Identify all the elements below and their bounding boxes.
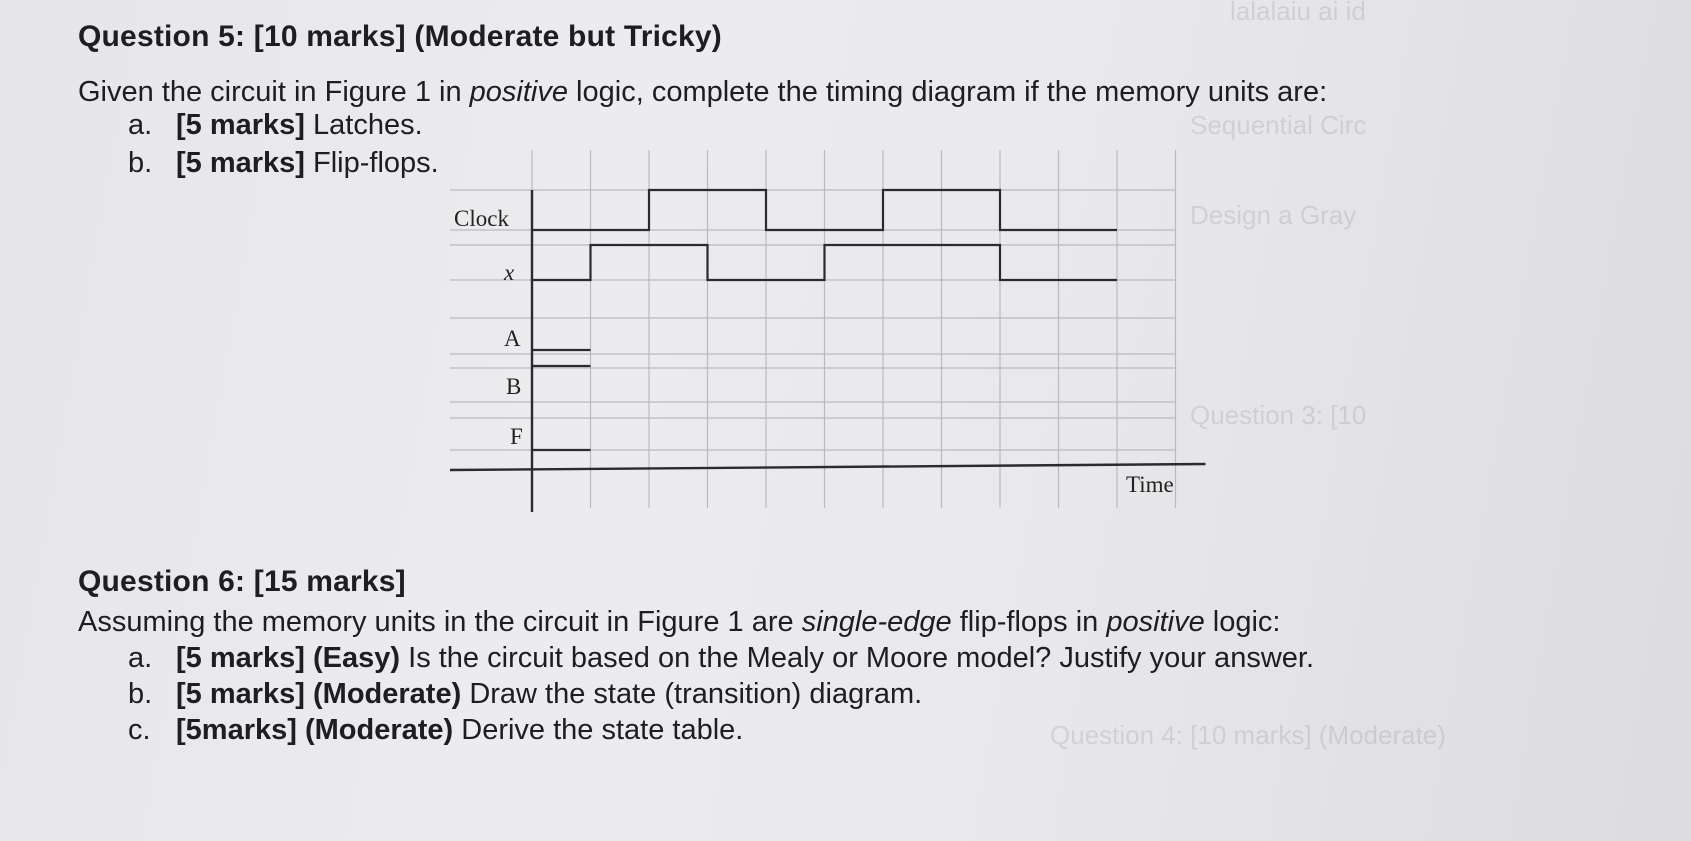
timing-diagram: [454, 150, 1190, 520]
bleed-through-text: Design a Gray: [1190, 200, 1357, 230]
time-axis: [450, 464, 1206, 470]
signal-label-clock: Clock: [454, 206, 509, 231]
bleed-through-text: Question 3: [10: [1190, 400, 1367, 430]
timing-labels: [454, 206, 1174, 497]
question-5-title: Question 5: [10 marks] (Moderate but Tricky): [78, 20, 722, 53]
x-waveform: [532, 245, 1117, 280]
question-6-title: Question 6: [15 marks]: [78, 565, 406, 598]
signal-label-f: F: [510, 424, 523, 449]
question-6-item-a: a. [5 marks] (Easy) Is the circuit based on the Mealy or Moore model? Justify your answer.: [128, 642, 1315, 674]
question-6-prompt-text: Assuming the memory units in the circuit in Figure 1 are single-edge flip-flops in positive logic:: [78, 606, 1281, 638]
signal-label-x: x: [504, 260, 515, 285]
question-6-item-b: b. [5 marks] (Moderate) Draw the state (transition) diagram.: [128, 678, 923, 710]
question-5-prompt: Given the circuit in Figure 1 in positive logic, complete the timing diagram if the memory units are:: [78, 76, 1328, 108]
bleed-through-text: lalalaiu ai id: [1230, 0, 1366, 26]
question-5-item-b: b. [5 marks] Flip-flops.: [128, 147, 439, 179]
bleed-through-text: Question 4: [10 marks] (Moderate): [1050, 720, 1446, 750]
question-5-item-a: a. [5 marks] Latches.: [128, 109, 423, 141]
bleed-through-text: Sequential Circ: [1190, 110, 1367, 140]
timing-grid: [450, 150, 1206, 512]
question-6-item-c: c. [5marks] (Moderate) Derive the state table.: [128, 714, 744, 746]
signal-label-b: B: [506, 374, 522, 399]
time-axis-label: Time: [1126, 472, 1174, 497]
signal-label-a: A: [504, 326, 521, 351]
